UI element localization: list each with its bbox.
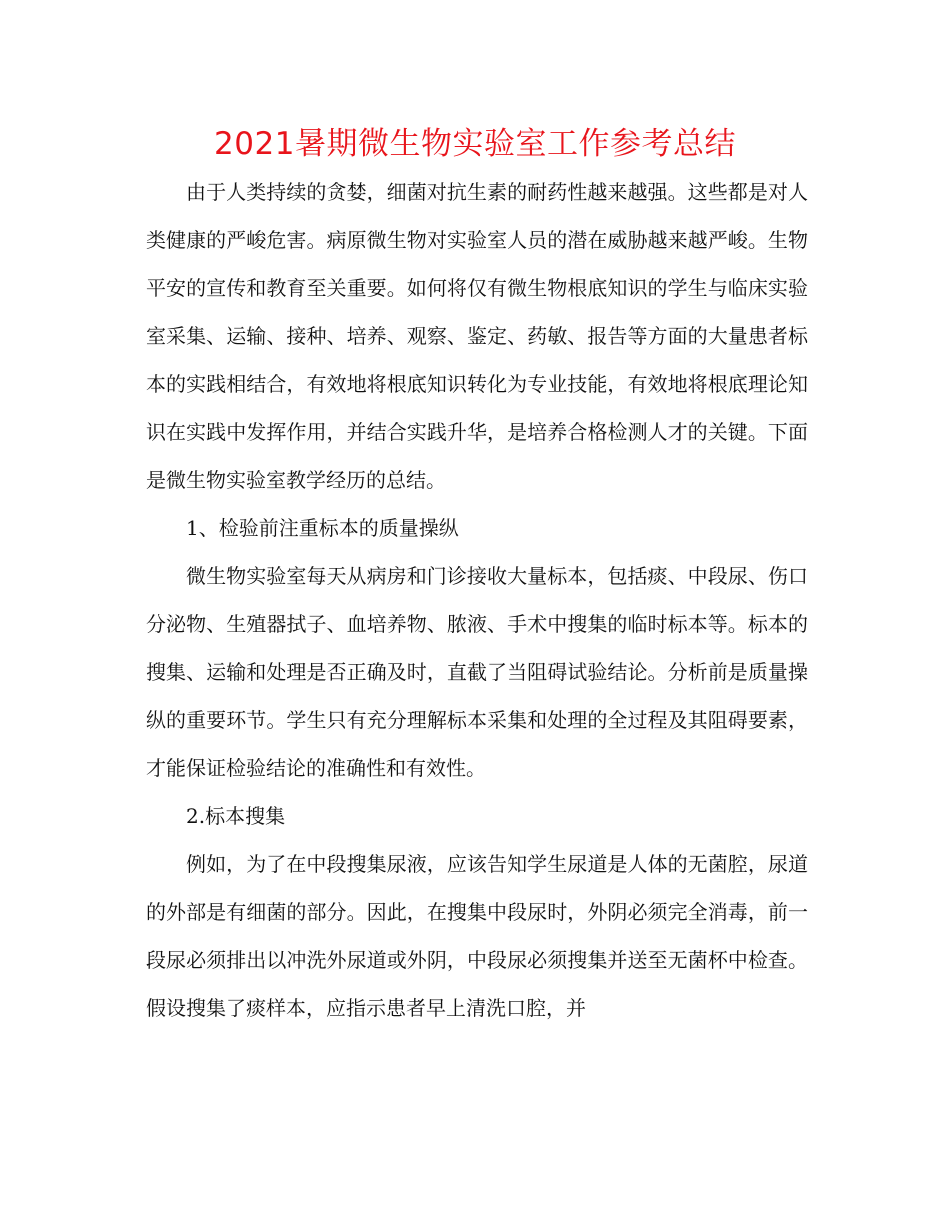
document-title: 2021暑期微生物实验室工作参考总结 — [214, 126, 736, 162]
paragraph-section-1: 微生物实验室每天从病房和门诊接收大量标本，包括痰、中段尿、伤口分泌物、生殖器拭子、血培养物、脓液、手术中搜集的临时标本等。标本的搜集、运输和处理是否正确及时，直截了当阻碍试验结论。分析前是质量操纵的重要环节。学生只有充分理解标本采集和处理的全过程及其阻碍要素，才能保证检验结论的准确性和有效性。 — [146, 564, 808, 780]
section-heading-1: 1、检验前注重标本的质量操纵 — [186, 516, 459, 540]
document-body — [146, 168, 808, 1032]
paragraph-section-2: 例如，为了在中段搜集尿液，应该告知学生尿道是人体的无菌腔，尿道的外部是有细菌的部分。因此，在搜集中段尿时，外阴必须完全消毒，前一段尿必须排出以冲洗外尿道或外阴，中段尿必须搜集并送至无菌杯中检查。假设搜集了痰样本，应指示患者早上清洗口腔，并 — [146, 852, 808, 1020]
section-heading-2: 2.标本搜集 — [186, 804, 286, 828]
paragraph-intro: 由于人类持续的贪婪，细菌对抗生素的耐药性越来越强。这些都是对人类健康的严峻危害。病原微生物对实验室人员的潜在威胁越来越严峻。生物平安的宣传和教育至关重要。如何将仅有微生物根底知识的学生与临床实验室采集、运输、接种、培养、观察、鉴定、药敏、报告等方面的大量患者标本的实践相结合，有效地将根底知识转化为专业技能，有效地将根底理论知识在实践中发挥作用，并结合实践升华，是培养合格检测人才的关键。下面是微生物实验室教学经历的总结。 — [146, 180, 808, 492]
